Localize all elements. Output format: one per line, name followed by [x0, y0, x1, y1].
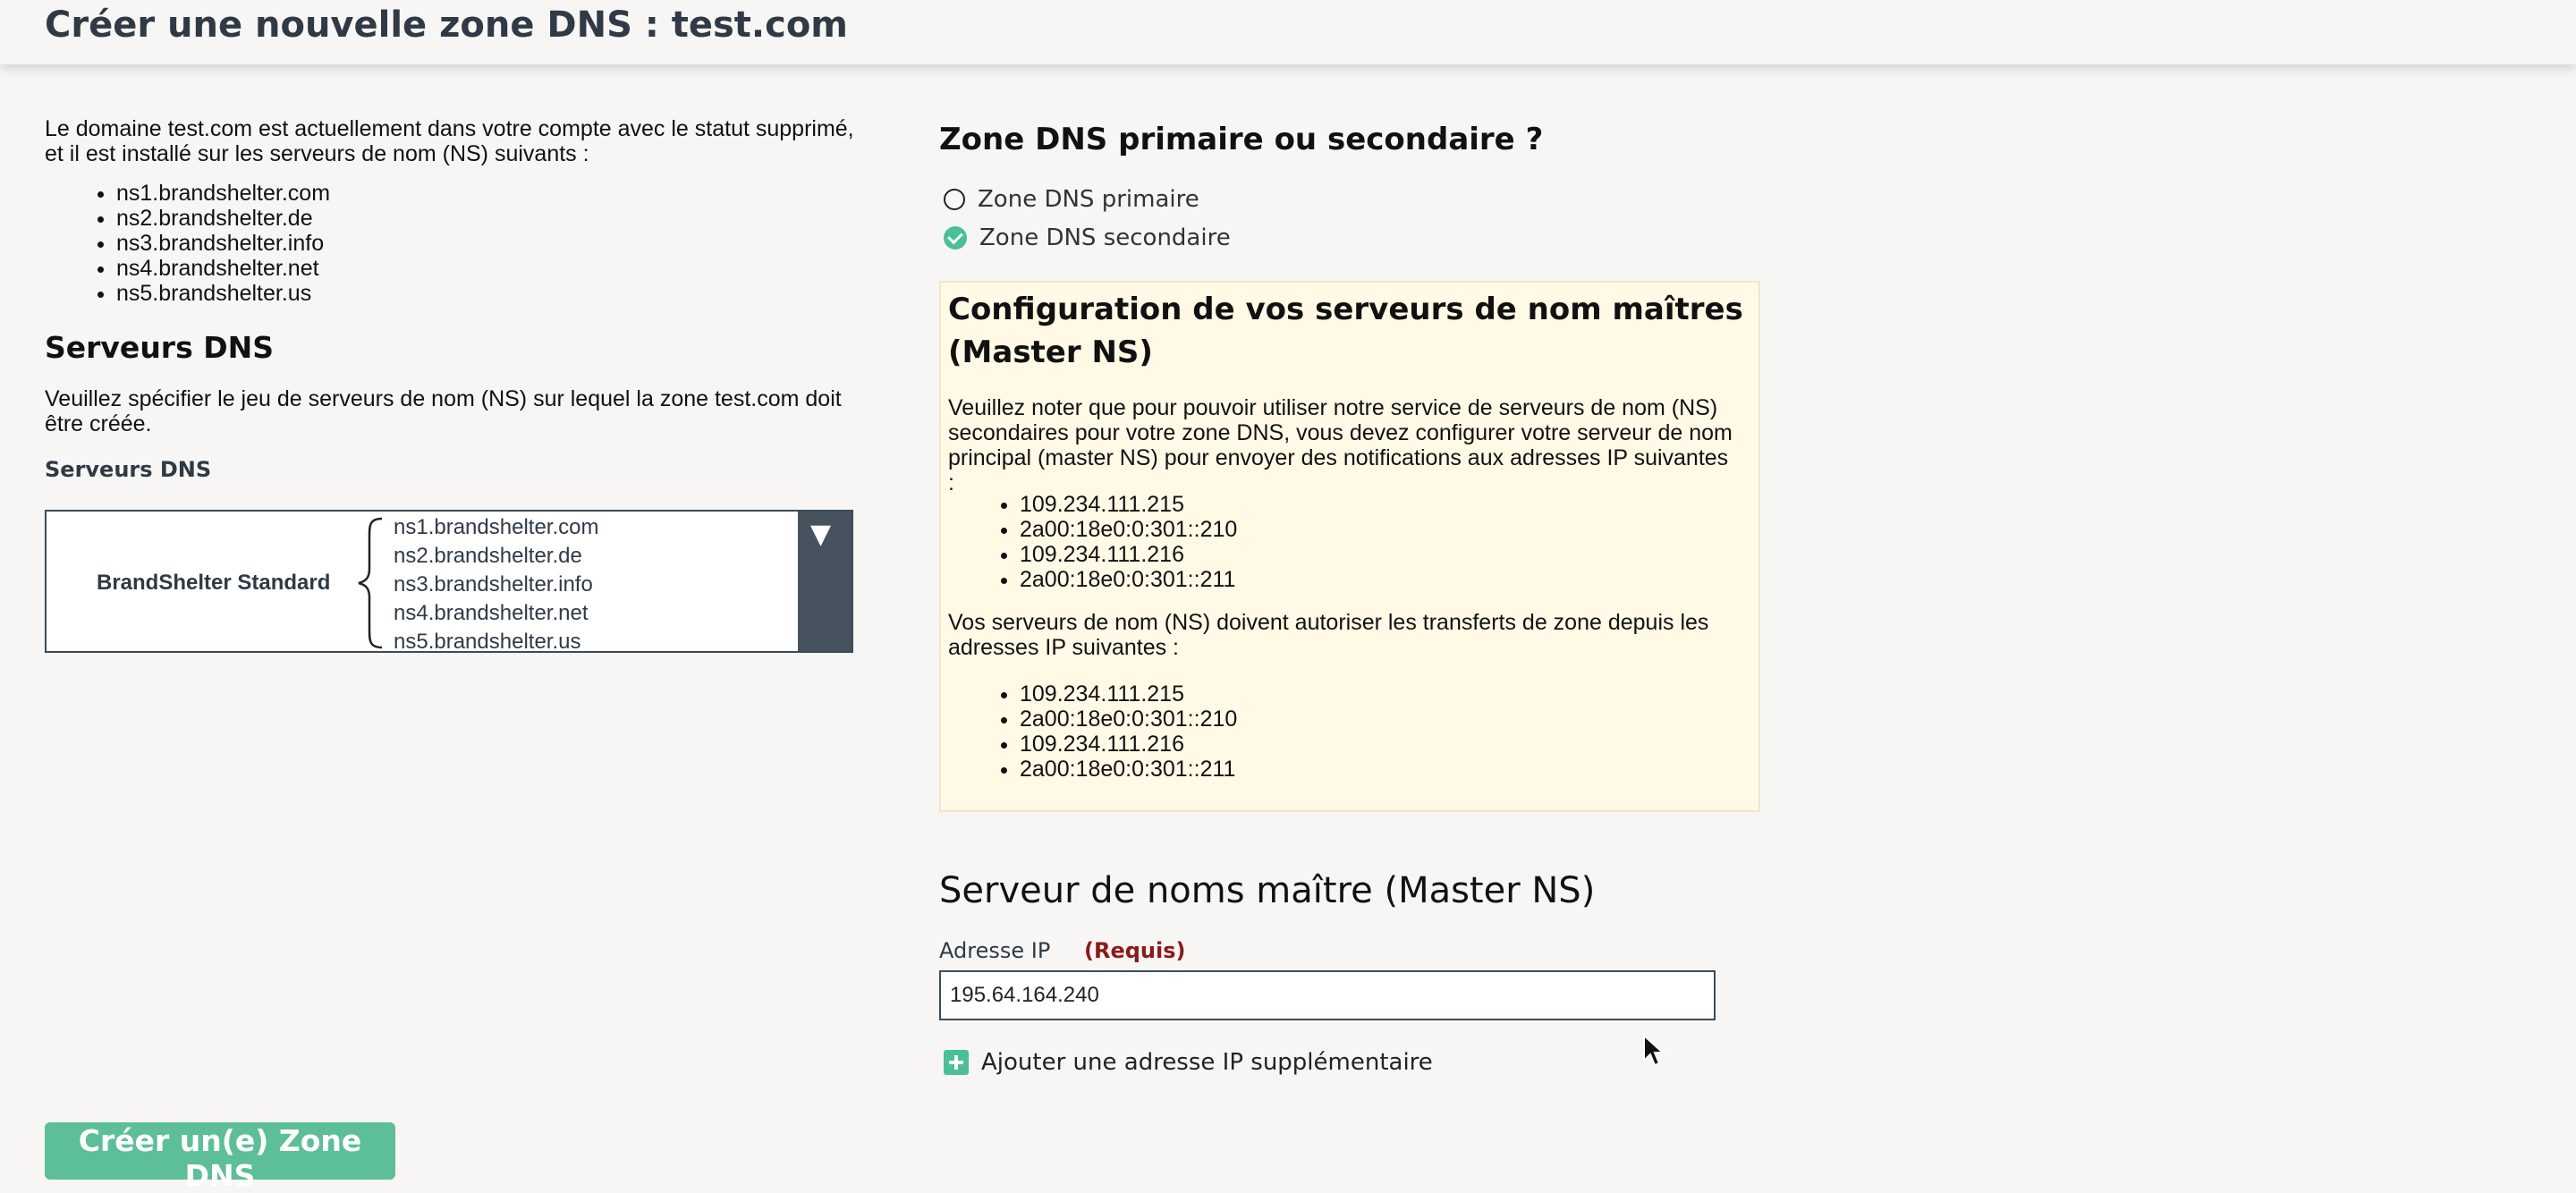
list-item: • 109.234.111.215: [1020, 492, 1237, 517]
zone-type-heading: Zone DNS primaire ou secondaire ?: [939, 122, 1544, 157]
mouse-cursor-icon: [1642, 1034, 1665, 1070]
radio-zone-secondary[interactable]: [944, 222, 1231, 254]
create-zone-button[interactable]: Créer un(e) Zone DNS: [45, 1122, 395, 1180]
notify-text: Veuillez noter que pour pouvoir utiliser notre service de serveurs de nom (NS) secondaires pour votre zone DNS, vous devez configurer votre serveur de nom principal (master NS) pour envoyer des notifications aux adresses IP suivantes :: [948, 395, 1733, 495]
list-item: • 2a00:18e0:0:301::210: [1020, 517, 1237, 542]
ip-address-label: Adresse IP: [939, 938, 1051, 963]
list-item: • ns1.brandshelter.com: [116, 181, 859, 206]
add-ip-label: Ajouter une adresse IP supplémentaire: [981, 1049, 1433, 1076]
list-item: ns4.brandshelter.net: [394, 601, 589, 625]
list-item: • 2a00:18e0:0:301::211: [1020, 757, 1237, 782]
left-column: [45, 116, 859, 483]
dns-servers-description: Veuillez spécifier le jeu de serveurs de nom (NS) sur lequel la zone test.com doit être créée.: [45, 386, 842, 436]
required-indicator: (Requis): [1084, 938, 1186, 963]
notify-ip-list: [948, 492, 1237, 592]
list-item: • 109.234.111.216: [1020, 542, 1237, 567]
ip-address-input[interactable]: [939, 970, 1716, 1020]
config-heading: Configuration de vos serveurs de nom maîtres (Master NS): [948, 292, 1743, 370]
chevron-down-icon: ▼: [810, 519, 832, 550]
add-ip-address-link[interactable]: [944, 1046, 1433, 1079]
radio-zone-primary[interactable]: [944, 183, 1199, 216]
list-item: • ns2.brandshelter.de: [116, 206, 859, 231]
transfer-text: Vos serveurs de nom (NS) doivent autoriser les transferts de zone depuis les adresses IP suivantes :: [948, 610, 1709, 660]
transfer-ip-list: [948, 681, 1237, 782]
list-item: • 109.234.111.216: [1020, 732, 1237, 757]
page-title: Créer une nouvelle zone DNS : test.com: [45, 4, 848, 46]
plus-icon[interactable]: [944, 1050, 969, 1075]
radio-label: Zone DNS primaire: [978, 186, 1199, 213]
list-item: ns5.brandshelter.us: [394, 630, 581, 654]
list-item: • 2a00:18e0:0:301::210: [1020, 706, 1237, 732]
radio-unchecked-icon[interactable]: [944, 189, 965, 210]
dns-server-set-select[interactable]: [45, 510, 853, 653]
list-item: • ns4.brandshelter.net: [116, 256, 859, 281]
list-item: • 2a00:18e0:0:301::211: [1020, 567, 1237, 592]
list-item: • ns5.brandshelter.us: [116, 281, 859, 306]
list-item: ns1.brandshelter.com: [394, 515, 599, 539]
dns-servers-heading: Serveurs DNS: [45, 330, 274, 365]
brace-icon: [355, 517, 386, 649]
dropdown-toggle-button[interactable]: [798, 512, 852, 651]
selected-set-name: BrandShelter Standard: [97, 571, 331, 595]
list-item: • 109.234.111.215: [1020, 681, 1237, 706]
master-ns-config-box: [939, 281, 1760, 812]
master-ns-heading: Serveur de noms maître (Master NS): [939, 870, 1596, 911]
radio-label: Zone DNS secondaire: [979, 224, 1231, 251]
list-item: • ns3.brandshelter.info: [116, 231, 859, 256]
current-nameserver-list: [45, 181, 859, 306]
list-item: ns2.brandshelter.de: [394, 544, 582, 568]
domain-status-text: Le domaine test.com est actuellement dans votre compte avec le statut supprimé, et il est installé sur les serveurs de nom (NS) suivants :: [45, 116, 854, 166]
radio-checked-icon[interactable]: [944, 226, 967, 250]
selected-nameserver-list: [394, 513, 598, 656]
list-item: ns3.brandshelter.info: [394, 572, 593, 596]
header-bar: [0, 0, 2576, 64]
dns-servers-field-label: Serveurs DNS: [45, 457, 212, 482]
